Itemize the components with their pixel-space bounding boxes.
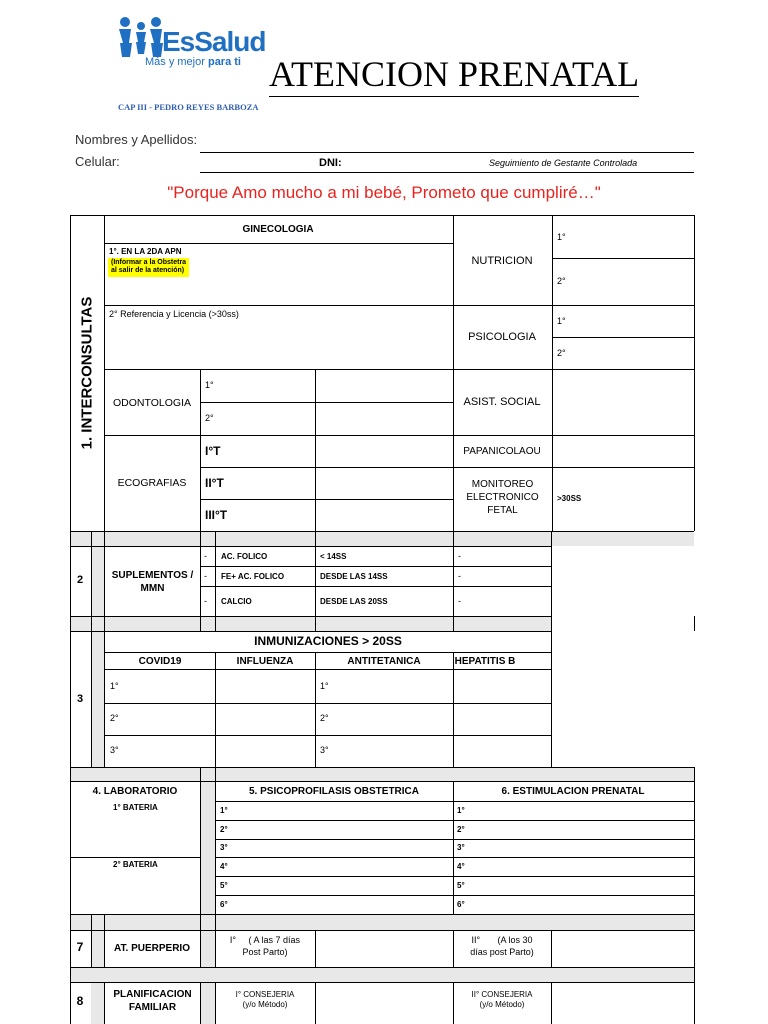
grid-line — [215, 767, 216, 914]
grid-line — [215, 895, 694, 896]
grid-line — [104, 669, 551, 670]
gyn-second-visit: 2° Referencia y Licencia (>30ss) — [109, 309, 239, 319]
phone-line — [200, 172, 694, 173]
puerperio-second-line1: II° (A los 30 — [471, 935, 533, 945]
eco-t2: II°T — [205, 476, 224, 490]
grid-line — [70, 767, 71, 914]
covid-2: 2° — [110, 713, 119, 723]
facility-subtitle: CAP III - PEDRO REYES BARBOZA — [118, 102, 259, 112]
grid-line — [551, 631, 552, 767]
grid-line — [215, 876, 694, 877]
odonto-2: 2° — [205, 413, 214, 423]
grid-line — [70, 631, 71, 767]
antitetanica-header: ANTITETANICA — [347, 656, 421, 667]
brand-name: EsSalud — [162, 26, 266, 57]
asist-social-label: ASIST. SOCIAL — [463, 396, 541, 408]
grid-line — [315, 652, 316, 767]
section3-number: 3 — [76, 693, 84, 705]
supl-name: CALCIO — [221, 597, 252, 606]
estimulacion-header: 6. ESTIMULACION PRENATAL — [501, 786, 645, 797]
monitoreo-line2: ELECTRONICO — [466, 492, 539, 503]
gutter-column — [201, 782, 215, 914]
grid-line — [200, 499, 453, 500]
grid-line — [215, 820, 694, 821]
psico-session: 5° — [220, 881, 228, 890]
grid-line — [694, 914, 695, 1024]
covid-header: COVID19 — [138, 656, 182, 667]
grid-line — [215, 801, 694, 802]
gutter-column — [201, 983, 215, 1024]
odonto-1: 1° — [205, 380, 214, 390]
section1-title: 1. INTERCONSULTAS — [78, 296, 96, 450]
gyn-note-line2: al salir de la atención) — [111, 267, 185, 275]
nutricion-label: NUTRICION — [471, 255, 533, 267]
section2-number: 2 — [76, 574, 84, 586]
ecografias-label: ECOGRAFIAS — [117, 477, 187, 489]
planificacion-label — [105, 988, 200, 1014]
planificacion-line2: FAMILIAR — [128, 1002, 177, 1013]
grid-line — [453, 467, 694, 468]
planificacion-line1: PLANIFICACION — [113, 989, 192, 1000]
eco-t1: I°T — [205, 444, 221, 458]
covid-3: 3° — [110, 745, 119, 755]
supl-name: AC. FOLICO — [221, 552, 268, 561]
grid-line — [70, 781, 694, 782]
grid-line — [70, 857, 694, 858]
supl-dash: - — [204, 571, 207, 581]
consejeria-first — [216, 990, 314, 1011]
inmunizaciones-title: INMUNIZACIONES > 20SS — [254, 634, 402, 648]
grid-line — [200, 531, 201, 631]
grid-line — [104, 631, 105, 767]
consejeria-first-line1: I° CONSEJERIA — [235, 990, 295, 999]
grid-line — [694, 215, 695, 531]
consejeria-first-line2: (y/o Método) — [242, 1000, 288, 1010]
odontologia-label: ODONTOLOGIA — [113, 397, 191, 409]
separator-row — [71, 768, 694, 781]
grid-line — [200, 369, 201, 531]
supl-end: - — [458, 596, 461, 606]
consejeria-second-line1: II° CONSEJERIA — [471, 990, 533, 999]
antitetanica-2: 2° — [320, 713, 329, 723]
grid-line — [200, 767, 201, 914]
psico-session: 1° — [220, 806, 228, 815]
estim-session: 4° — [457, 862, 465, 871]
motto: "Porque Amo mucho a mi bebé, Prometo que cumpliré…" — [167, 183, 601, 202]
gutter-column — [91, 983, 104, 1024]
suplementos-line2: MMN — [140, 583, 165, 594]
grid-line — [200, 402, 453, 403]
influenza-header: INFLUENZA — [236, 656, 294, 667]
separator-row — [71, 532, 694, 546]
grid-line — [104, 735, 551, 736]
antitetanica-3: 3° — [320, 745, 329, 755]
puerperio-first — [216, 935, 314, 958]
supl-when: < 14SS — [320, 552, 347, 561]
consejeria-second — [454, 990, 550, 1011]
grid-line — [70, 531, 71, 631]
suplementos-label — [105, 569, 200, 595]
grid-line — [70, 215, 71, 531]
nutricion-1: 1° — [557, 232, 566, 242]
grid-line — [104, 435, 694, 436]
title-underline — [269, 96, 639, 97]
grid-line — [70, 546, 551, 547]
bateria-1: 1° BATERIA — [113, 803, 158, 812]
consejeria-second-line2: (y/o Método) — [479, 1000, 525, 1010]
grid-line — [104, 652, 551, 653]
psico-session: 2° — [220, 825, 228, 834]
eco-t3: III°T — [205, 508, 228, 522]
grid-line — [104, 305, 694, 306]
grid-line — [215, 531, 216, 631]
supl-name: FE+ AC. FOLICO — [221, 572, 285, 581]
tracking-note: Seguimiento de Gestante Controlada — [489, 158, 638, 168]
gutter-column — [91, 632, 104, 767]
supl-dash: - — [204, 551, 207, 561]
grid-line — [453, 531, 454, 631]
grid-line — [91, 631, 92, 767]
grid-line — [200, 586, 551, 587]
supl-when: DESDE LAS 20SS — [320, 597, 388, 606]
grid-line — [552, 258, 694, 259]
psico-session: 3° — [220, 843, 228, 852]
grid-line — [552, 337, 694, 338]
bateria-2: 2° BATERIA — [113, 860, 158, 869]
gutter-column — [201, 931, 215, 967]
monitoreo-label — [454, 478, 551, 517]
grid-line — [453, 781, 454, 914]
estim-session: 2° — [457, 825, 465, 834]
grid-line — [70, 215, 694, 216]
family-logo-icon — [118, 16, 164, 58]
grid-line — [453, 652, 454, 767]
grid-line — [104, 369, 694, 370]
estim-session: 3° — [457, 843, 465, 852]
section8-number: 8 — [76, 994, 84, 1008]
ginecologia-label: GINECOLOGIA — [242, 224, 314, 235]
grid-line — [200, 566, 551, 567]
supl-when: DESDE LAS 14SS — [320, 572, 388, 581]
estim-session: 5° — [457, 881, 465, 890]
puerperio-second — [454, 935, 550, 958]
supl-end: - — [458, 571, 461, 581]
antitetanica-1: 1° — [320, 681, 329, 691]
gyn-note — [108, 258, 189, 277]
separator-row — [71, 617, 551, 631]
page-title: ATENCION PRENATAL — [269, 54, 640, 94]
name-label: Nombres y Apellidos: — [75, 132, 198, 147]
estim-session: 1° — [457, 806, 465, 815]
essalud-logo — [118, 14, 270, 74]
grid-line — [200, 467, 453, 468]
tagline-bold: para ti — [207, 56, 241, 68]
gyn-note-line1: (Informar a la Obstetra — [111, 259, 187, 266]
grid-line — [694, 616, 695, 631]
grid-line — [552, 215, 553, 531]
brand-tagline — [145, 56, 241, 69]
dni-label: DNI: — [319, 157, 342, 169]
psicologia-1: 1° — [557, 316, 566, 326]
nutricion-2: 2° — [557, 276, 566, 286]
monitoreo-value: >30SS — [557, 494, 582, 503]
section7-number: 7 — [76, 940, 84, 954]
grid-line — [215, 652, 216, 767]
grid-line — [104, 243, 453, 244]
tagline-plain: Más y mejor — [145, 56, 208, 68]
gyn-first-visit: 1°. EN LA 2DA APN — [109, 247, 182, 256]
monitoreo-line1: MONITOREO — [471, 479, 534, 490]
puerperio-first-line1: I° ( A las 7 días — [229, 935, 301, 945]
grid-line — [70, 982, 694, 983]
grid-line — [551, 531, 552, 631]
puerperio-second-line2: días post Parto) — [470, 946, 534, 957]
separator-row — [71, 915, 694, 930]
grid-line — [215, 839, 694, 840]
monitoreo-line3: FETAL — [487, 505, 518, 516]
grid-line — [315, 531, 316, 631]
hepatitis-header: HEPATITIS B — [454, 656, 516, 667]
psicoprofilaxis-header: 5. PSICOPROFILASIS OBSTETRICA — [248, 786, 420, 797]
separator-row — [71, 968, 694, 982]
psico-session: 4° — [220, 862, 228, 871]
name-line — [200, 152, 694, 153]
grid-line — [315, 369, 316, 531]
estim-session: 6° — [457, 900, 465, 909]
supl-dash: - — [204, 596, 207, 606]
psicologia-2: 2° — [557, 348, 566, 358]
puerperio-first-line2: Post Parto) — [242, 946, 288, 957]
covid-1: 1° — [110, 681, 119, 691]
grid-line — [70, 930, 694, 931]
psicologia-label: PSICOLOGIA — [468, 331, 536, 343]
papanicolaou-label: PAPANICOLAOU — [463, 446, 541, 457]
grid-line — [91, 531, 92, 631]
grid-line — [70, 631, 551, 632]
grid-line — [104, 703, 551, 704]
laboratorio-header: 4. LABORATORIO — [92, 786, 178, 797]
phone-label: Celular: — [75, 154, 120, 169]
puerperio-label: AT. PUERPERIO — [114, 943, 190, 954]
grid-line — [694, 767, 695, 914]
supl-end: - — [458, 551, 461, 561]
gutter-column — [91, 931, 104, 967]
suplementos-line1: SUPLEMENTOS / — [111, 570, 194, 581]
grid-line — [104, 215, 105, 531]
psico-session: 6° — [220, 900, 228, 909]
